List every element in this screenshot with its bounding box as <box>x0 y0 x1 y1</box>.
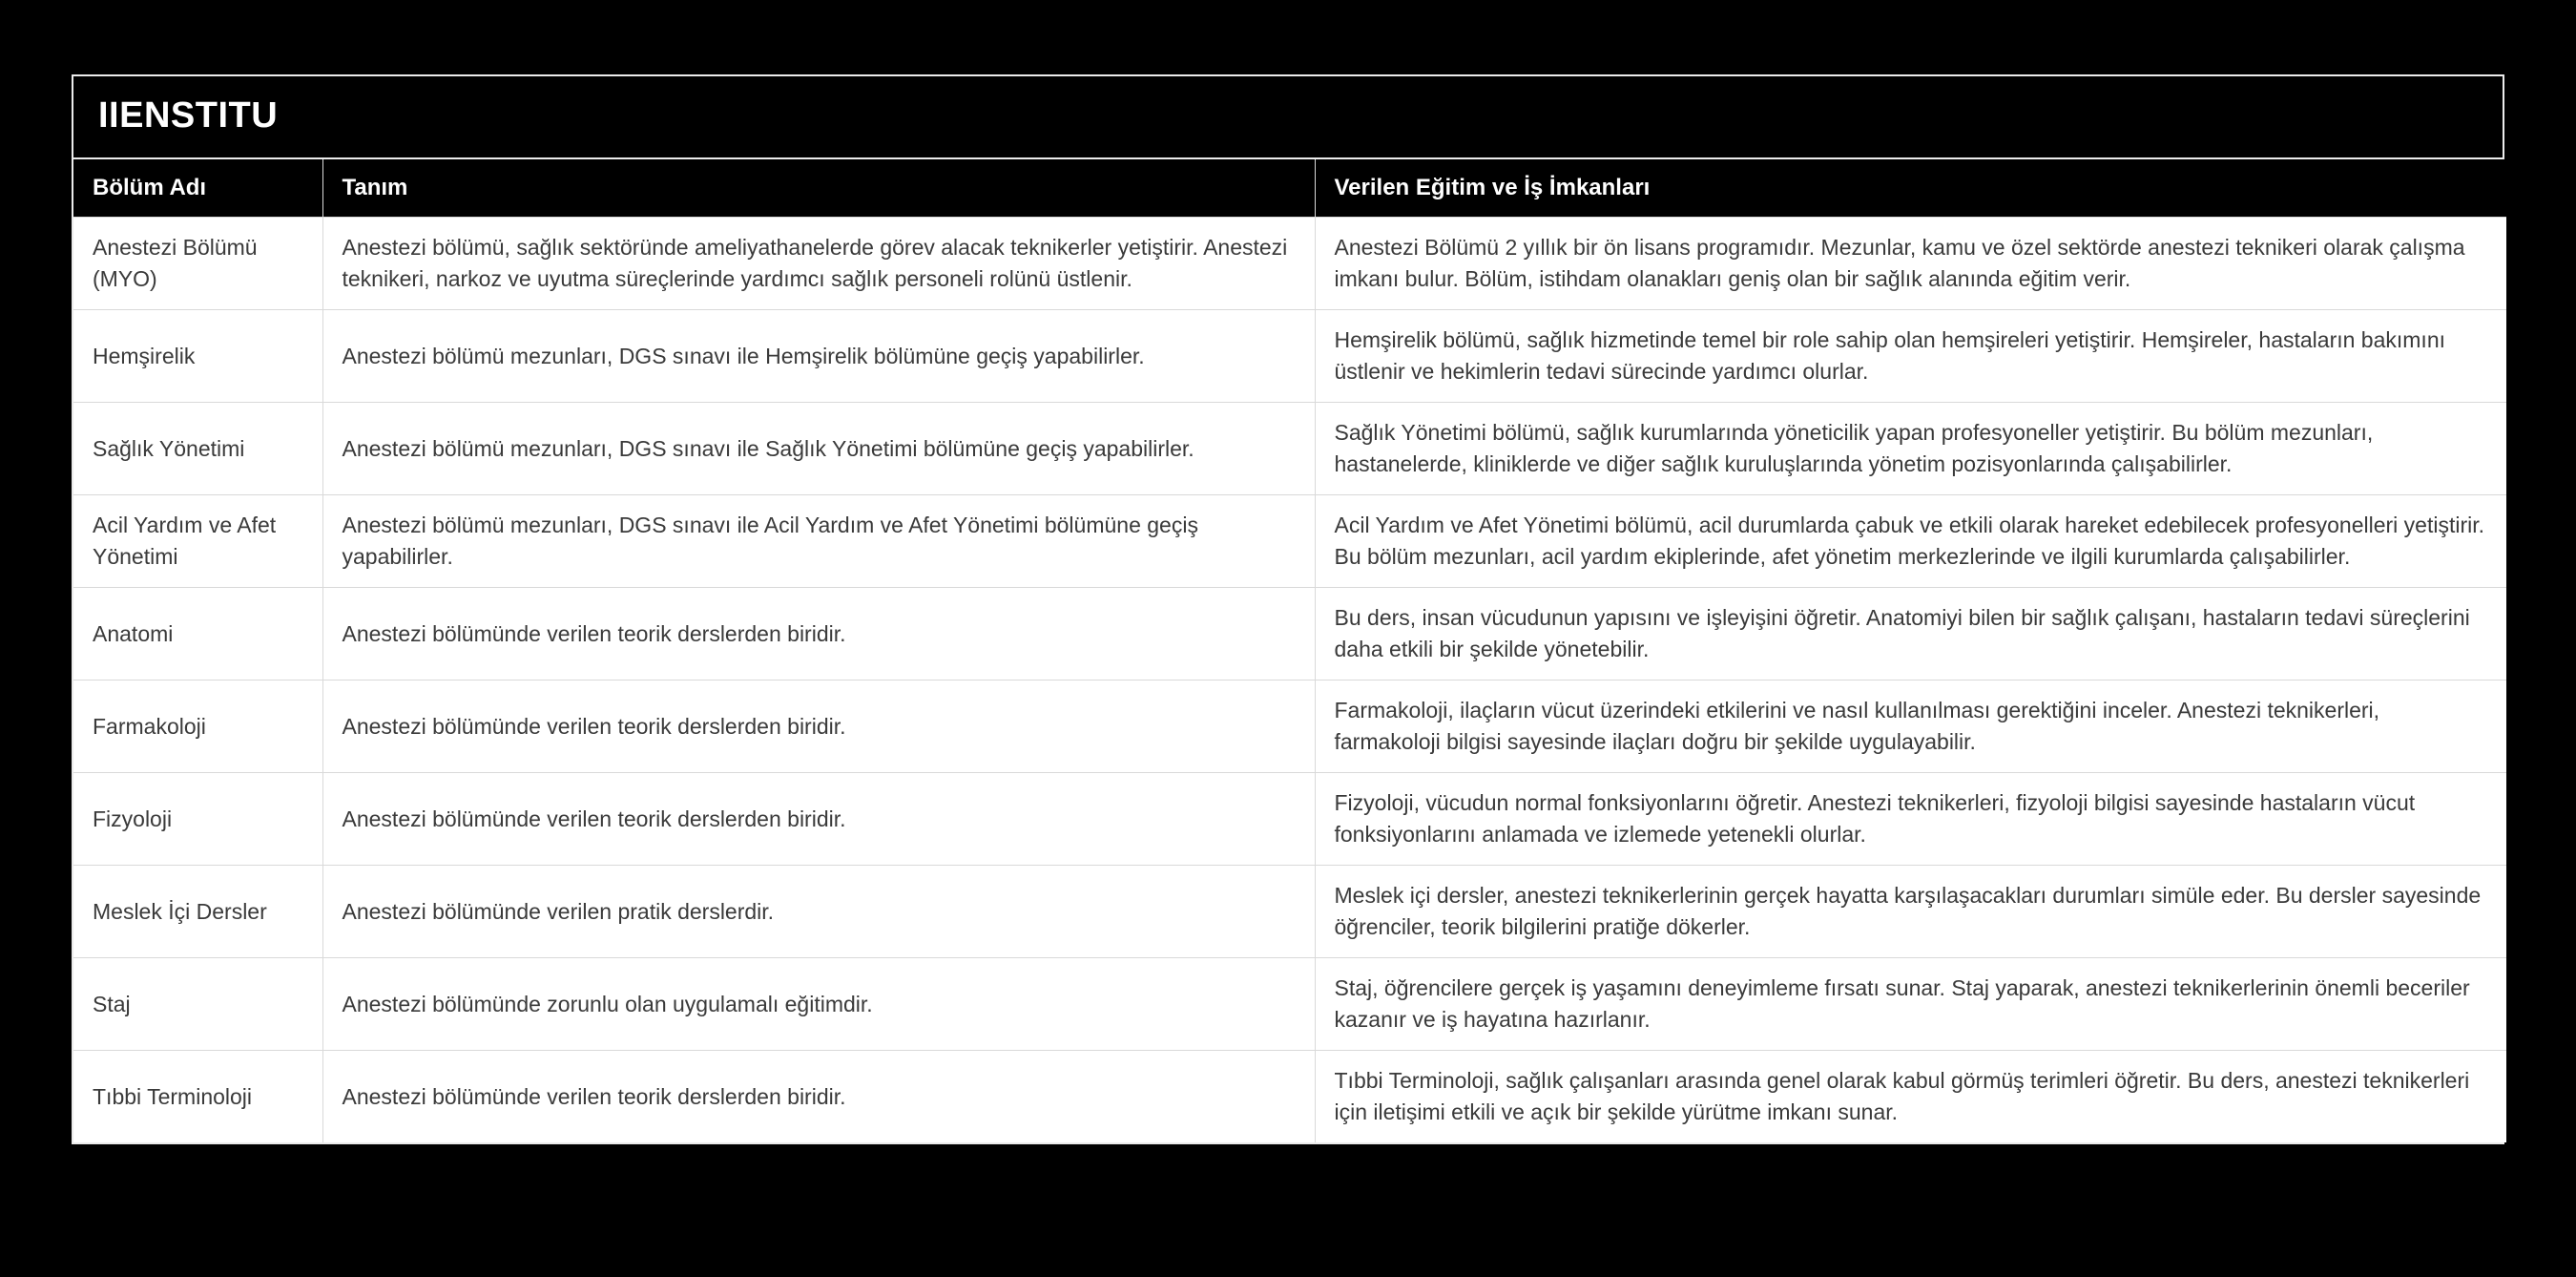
table-row <box>73 680 2506 773</box>
cell-tanim: Anestezi bölümü mezunları, DGS sınavı ile Acil Yardım ve Afet Yönetimi bölümüne geçiş yapabilirler. <box>322 495 1315 588</box>
cell-egitim: Hemşirelik bölümü, sağlık hizmetinde temel bir role sahip olan hemşireleri yetiştirir. Hemşireler, hastaların bakımını üstlenir ve hekimlerin tedavi sürecinde yardımcı olurlar. <box>1315 310 2506 403</box>
table-row <box>73 773 2506 866</box>
cell-bolum-adi: Tıbbi Terminoloji <box>73 1051 322 1143</box>
table-row <box>73 403 2506 495</box>
cell-tanim: Anestezi bölümü, sağlık sektöründe ameliyathanelerde görev alacak teknikerler yetiştirir. Anestezi teknikeri, narkoz ve uyutma süreçlerinde yardımcı sağlık personeli rolünü üstlenir. <box>322 218 1315 310</box>
cell-tanim: Anestezi bölümü mezunları, DGS sınavı ile Hemşirelik bölümüne geçiş yapabilirler. <box>322 310 1315 403</box>
cell-tanim: Anestezi bölümünde verilen teorik derslerden biridir. <box>322 773 1315 866</box>
cell-egitim: Anestezi Bölümü 2 yıllık bir ön lisans programıdır. Mezunlar, kamu ve özel sektörde anestezi teknikeri olarak çalışma imkanı bulur. Bölüm, istihdam olanakları geniş olan bir sağlık alanında eğitim verir. <box>1315 218 2506 310</box>
cell-bolum-adi: Hemşirelik <box>73 310 322 403</box>
department-table <box>73 159 2506 1142</box>
cell-bolum-adi: Sağlık Yönetimi <box>73 403 322 495</box>
cell-bolum-adi: Anestezi Bölümü (MYO) <box>73 218 322 310</box>
cell-egitim: Fizyoloji, vücudun normal fonksiyonlarını öğretir. Anestezi teknikerleri, fizyoloji bilgisi sayesinde hastaların vücut fonksiyonlarını anlamada ve izlemede yetenekli olurlar. <box>1315 773 2506 866</box>
cell-tanim: Anestezi bölümü mezunları, DGS sınavı ile Sağlık Yönetimi bölümüne geçiş yapabilirler. <box>322 403 1315 495</box>
cell-egitim: Farmakoloji, ilaçların vücut üzerindeki etkilerini ve nasıl kullanılması gerektiğini inceler. Anestezi teknikerleri, farmakoloji bilgisi sayesinde ilaçları doğru bir şekilde uygulayabilir. <box>1315 680 2506 773</box>
cell-bolum-adi: Acil Yardım ve Afet Yönetimi <box>73 495 322 588</box>
cell-tanim: Anestezi bölümünde verilen teorik derslerden biridir. <box>322 588 1315 680</box>
cell-tanim: Anestezi bölümünde verilen teorik derslerden biridir. <box>322 1051 1315 1143</box>
table-row <box>73 495 2506 588</box>
cell-egitim: Acil Yardım ve Afet Yönetimi bölümü, acil durumlarda çabuk ve etkili olarak hareket edebilecek profesyonelleri yetiştirir. Bu bölüm mezunları, acil yardım ekiplerinde, afet yönetim merkezlerinde ve ilgili kurumlarda çalışabilirler. <box>1315 495 2506 588</box>
column-header-bolum-adi: Bölüm Adı <box>73 159 322 218</box>
table-row <box>73 588 2506 680</box>
cell-egitim: Sağlık Yönetimi bölümü, sağlık kurumlarında yöneticilik yapan profesyoneller yetiştirir. Bu bölüm mezunları, hastanelerde, kliniklerde ve diğer sağlık kuruluşlarında yönetim pozisyonlarında çalışabilirler. <box>1315 403 2506 495</box>
cell-bolum-adi: Anatomi <box>73 588 322 680</box>
cell-bolum-adi: Farmakoloji <box>73 680 322 773</box>
cell-egitim: Meslek içi dersler, anestezi teknikerlerinin gerçek hayatta karşılaşacakları durumları simüle eder. Bu dersler sayesinde öğrenciler, teorik bilgilerini pratiğe dökerler. <box>1315 866 2506 958</box>
cell-egitim: Tıbbi Terminoloji, sağlık çalışanları arasında genel olarak kabul görmüş terimleri öğretir. Bu ders, anestezi teknikerleri için iletişimi etkili ve açık bir şekilde yürütme imkanı sunar. <box>1315 1051 2506 1143</box>
cell-tanim: Anestezi bölümünde zorunlu olan uygulamalı eğitimdir. <box>322 958 1315 1051</box>
cell-tanim: Anestezi bölümünde verilen pratik derslerdir. <box>322 866 1315 958</box>
cell-bolum-adi: Fizyoloji <box>73 773 322 866</box>
department-table-frame <box>72 74 2504 1144</box>
table-row <box>73 310 2506 403</box>
cell-bolum-adi: Meslek İçi Dersler <box>73 866 322 958</box>
table-row <box>73 218 2506 310</box>
cell-tanim: Anestezi bölümünde verilen teorik derslerden biridir. <box>322 680 1315 773</box>
column-header-egitim-imkanlari: Verilen Eğitim ve İş İmkanları <box>1315 159 2506 218</box>
table-title: IIENSTITU <box>73 76 2503 159</box>
column-header-tanim: Tanım <box>322 159 1315 218</box>
cell-egitim: Bu ders, insan vücudunun yapısını ve işleyişini öğretir. Anatomiyi bilen bir sağlık çalışanı, hastaların tedavi süreçlerini daha etkili bir şekilde yönetebilir. <box>1315 588 2506 680</box>
table-row <box>73 866 2506 958</box>
table-row <box>73 958 2506 1051</box>
table-row <box>73 1051 2506 1143</box>
cell-egitim: Staj, öğrencilere gerçek iş yaşamını deneyimleme fırsatı sunar. Staj yaparak, anestezi teknikerlerinin önemli beceriler kazanır ve iş hayatına hazırlanır. <box>1315 958 2506 1051</box>
cell-bolum-adi: Staj <box>73 958 322 1051</box>
header-row <box>73 159 2506 218</box>
